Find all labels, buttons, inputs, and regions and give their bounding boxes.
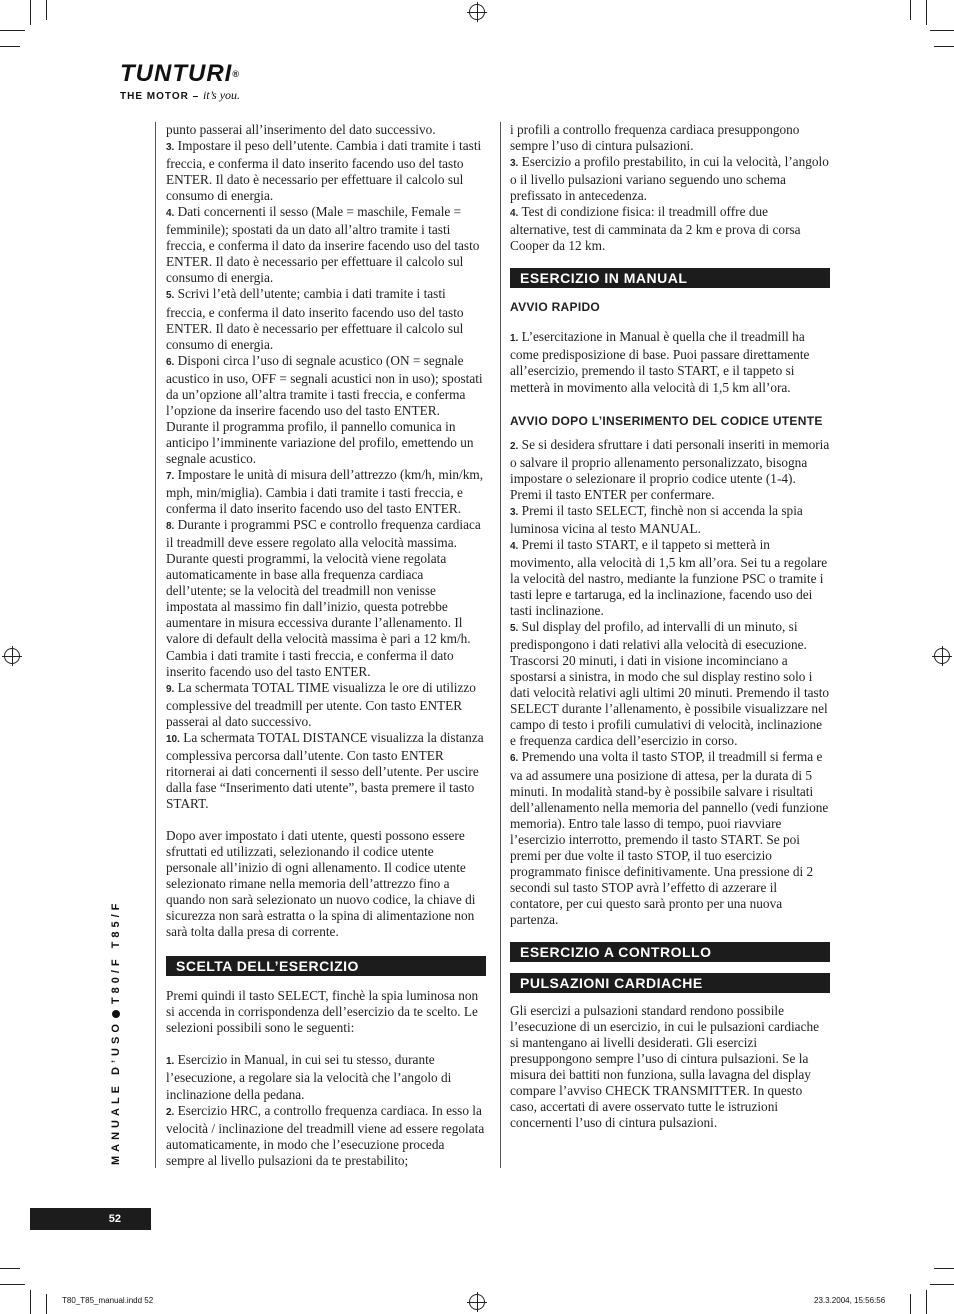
column-rule-middle (500, 122, 501, 1168)
footer-file-slug: T80_T85_manual.indd 52 (62, 1296, 154, 1305)
crop-mark (930, 30, 954, 31)
crop-mark (46, 1294, 47, 1314)
list-item: 5. Scrivi l’età dell’utente; cambia i dati tramite i tasti freccia, e conferma il dato inserito facendo uso del tasto ENTER. Il dato è necessario per effettuare il calcolo sul consumo di energia. (166, 286, 464, 352)
brand-logo: TUNTURI® THE MOTOR – it’s you. (120, 60, 241, 102)
crop-mark (30, 0, 31, 25)
crop-mark (46, 0, 47, 20)
paragraph: i profili a controllo frequenza cardiaca presuppongono sempre l’uso di cintura pulsazioni. (510, 122, 800, 154)
crop-mark (0, 30, 25, 31)
crop-mark (910, 1294, 911, 1314)
list-item: 1. Esercizio in Manual, in cui sei tu stesso, durante l’esecuzione, a regolare sia la velocità che l’angolo di inclinazione della pedana. (166, 1052, 452, 1102)
list-item: 6. Disponi circa l’uso di segnale acustico (ON = segnale acustico in uso, OFF = segnali acustici non in uso); spostati da un’opzione all’altra tramite i tasti freccia, e conferma l’opzione da inserire facendo uso del tasto ENTER. Durante il programma profilo, il pannello comunica in anticipo l’imminente variazione del profilo, emettendo un segnale acustico. (166, 352, 483, 466)
registration-mark (469, 1294, 485, 1310)
list-item: 4. Test di condizione fisica: il treadmill offre due alternative, test di camminata da 2 km e prova di corsa Cooper da 12 km. (510, 204, 801, 254)
list-item: 2. Esercizio HRC, a controllo frequenza cardiaca. In esso la velocità / inclinazione del treadmill viene ad essere regolata automaticamente, in modo che l’esecuzione proceda sempre al livello pulsazioni da te prestabilito; (166, 1102, 485, 1168)
brand-tagline: THE MOTOR – it’s you. (120, 88, 241, 102)
section-heading-scelta: SCELTA DELL’ESERCIZIO (166, 956, 486, 976)
section-heading-controllo: ESERCIZIO A CONTROLLO (510, 942, 830, 962)
crop-mark (930, 1284, 954, 1285)
column-rule-left (155, 122, 156, 1168)
registration-mark (934, 648, 950, 664)
paragraph: Gli esercizi a pulsazioni standard rendono possibile l’esecuzione di un esercizio, in cui le pulsazioni cardiache si mantengano ai livelli desiderati. Gli esercizi presuppongono sempre l’uso di cintura pulsazioni. Se la misura dei battiti non funziona, sulla lavagna del display compare l’avviso CHECK TRANSMITTER. In questo caso, accertati di avere osservato tutte le istruzioni concernenti l’uso di cintura pulsazioni. (510, 1002, 820, 1131)
crop-mark (910, 0, 911, 20)
registration-mark (469, 4, 485, 20)
paragraph: Premi quindi il tasto SELECT, finchè la spia luminosa non si accenda in corrispondenza dell’esercizio da te scelto. Le selezioni possibili sono le seguenti: (166, 988, 479, 1036)
list-item: 10. La schermata TOTAL DISTANCE visualizza la distanza complessiva percorsa dall’utente. Con tasto ENTER ritornerai ai dati concernenti il sesso dell’utente. Per uscire dalla fase “Inserimento dati utente”, basta premere il tasto START. (166, 729, 484, 811)
list-item: 9. La schermata TOTAL TIME visualizza le ore di utilizzo complessive del treadmill per utente. Con tasto ENTER passerai al dato successivo. (166, 679, 476, 729)
list-item: 6. Premendo una volta il tasto STOP, il treadmill si ferma e va ad assumere una posizione di attesa, per la durata di 5 minuti. In modalità stand-by è possibile salvare i risultati dell’allenamento nella memoria del pannello (vedi funzione memoria). Entro tale lasso di tempo, puoi riavviare l’esercizio interrotto, premendo il tasto START. Se poi premi per due volte il tasto STOP, il tuo esercizio programmato finisce definitivamente. Una pressione di 2 secondi sul tasto STOP avrà l’effetto di azzerare il contatore, per cui questo sarà pronto per una nuova partenza. (510, 749, 829, 927)
list-item: 3. Impostare il peso dell’utente. Cambia i dati tramite i tasti freccia, e conferma il dato inserito facendo uso del tasto ENTER. Il dato è necessario per effettuare il calcolo sul consumo di energia. (166, 138, 482, 204)
right-column (510, 122, 830, 1131)
crop-mark (934, 46, 954, 47)
registration-mark (4, 648, 20, 664)
list-item: 4. Dati concernenti il sesso (Male = maschile, Female = femminile); spostati da un dato all’altro tramite i tasti freccia, e conferma il dato da inserire facendo uso del tasto ENTER. Il dato è necessario per effettuare il calcolo sul consumo di energia. (166, 204, 480, 286)
subheading-avvio-codice: AVVIO DOPO L’INSERIMENTO DEL CODICE UTENTE (510, 413, 823, 428)
list-item: 1. L’esercitazione in Manual è quella che il treadmill ha come predisposizione di base. Puoi passare direttamente all’esercizio, premendo il tasto START, e il tappeto si metterà in movimento alla velocità di 1,5 km all’ora. (510, 329, 810, 395)
list-item: 2. Se si desidera sfruttare i dati personali inseriti in memoria o salvare il proprio allenamento personalizzato, bisogna impostare o selezionare il proprio codice utente (1-4). Premi il tasto ENTER per confermare. (510, 436, 830, 502)
list-item: 8. Durante i programmi PSC e controllo frequenza cardiaca il treadmill deve essere regolato alla velocità massima. Durante questi programmi, la velocità viene regolata automaticamente in base alla frequenza cardiaca dell’utente; se la velocità del treadmill non venisse impostata al massimo fin dall’inizio, questa potrebbe aumentare in misura eccessiva durante l’allenamento. Il valore di default della velocità massima è pari a 12 km/h. Cambia i dati tramite i tasti freccia, e conferma il dato inserito facendo uso del tasto ENTER. (166, 517, 481, 679)
crop-mark (0, 1268, 20, 1269)
list-item: 5. Sul display del profilo, ad intervalli di un minuto, si predispongono i dati relativi alla velocità di esecuzione. Trascorsi 20 minuti, i dati in visione incominciano a spostarsi a sinistra, in modo che sul display restino solo i dati velocità relativi agli ultimi 20 minuti. Premendo il tasto SELECT durante l’allenamento, è possibile visualizzare nel campo di testo i profili cumulativi di velocità, inclinazione e frequenza cardica dell’esercizio in corso. (510, 619, 830, 749)
list-item: 7. Impostare le unità di misura dell’attrezzo (km/h, min/km, mph, min/miglia). Cambia i dati tramite i tasti freccia, e conferma il dato inserito facendo uso del tasto ENTER. (166, 466, 484, 517)
brand-name: TUNTURI (120, 60, 233, 87)
list-item: 4. Premi il tasto START, e il tappeto si metterà in movimento, alla velocità di 1,5 km all’ora. Sei tu a regolare la velocità del nastro, mediante la funzione PSC o tramite i tasti lepre e tartaruga, ed la inclinazione, facendo uso dei tasti inclinazione. (510, 536, 828, 619)
subheading-avvio-rapido: AVVIO RAPIDO (510, 300, 601, 315)
crop-mark (0, 46, 20, 47)
crop-mark (926, 1290, 927, 1314)
section-heading-pulsazioni: PULSAZIONI CARDIACHE (510, 973, 830, 993)
sidebar-manual-label: MANUALE D’USOT80/F T85/F (110, 899, 122, 1165)
crop-mark (926, 0, 927, 25)
paragraph: punto passerai all’inserimento del dato successivo. (166, 122, 436, 137)
crop-mark (0, 1284, 25, 1285)
list-item: 3. Esercizio a profilo prestabilito, in cui la velocità, l’angolo o il livello pulsazioni variano seguendo uno schema prefissato in antecedenza. (510, 154, 829, 204)
crop-mark (30, 1290, 31, 1314)
crop-mark (934, 1268, 954, 1269)
page-number: 52 (30, 1208, 151, 1230)
left-column (166, 122, 486, 1169)
footer-date: 23.3.2004, 15:56:56 (814, 1296, 886, 1305)
section-heading-manual: ESERCIZIO IN MANUAL (510, 268, 830, 288)
list-item: 3. Premi il tasto SELECT, finchè non si accenda la spia luminosa vicina al testo MANUAL. (510, 502, 803, 536)
paragraph: Dopo aver impostato i dati utente, questi possono essere sfruttati ed utilizzati, selezionando il codice utente personale all’inizio di ogni allenamento. Il codice utente selezionato rimane nella memoria dell’attrezzo fino a quando non sarà selezionato un nuovo codice, la chiave di sicurezza non sarà estratta o la spina di alimentazione non sarà tolta dalla presa di corrente. (166, 827, 476, 940)
bullet-dot-icon (112, 1010, 120, 1018)
